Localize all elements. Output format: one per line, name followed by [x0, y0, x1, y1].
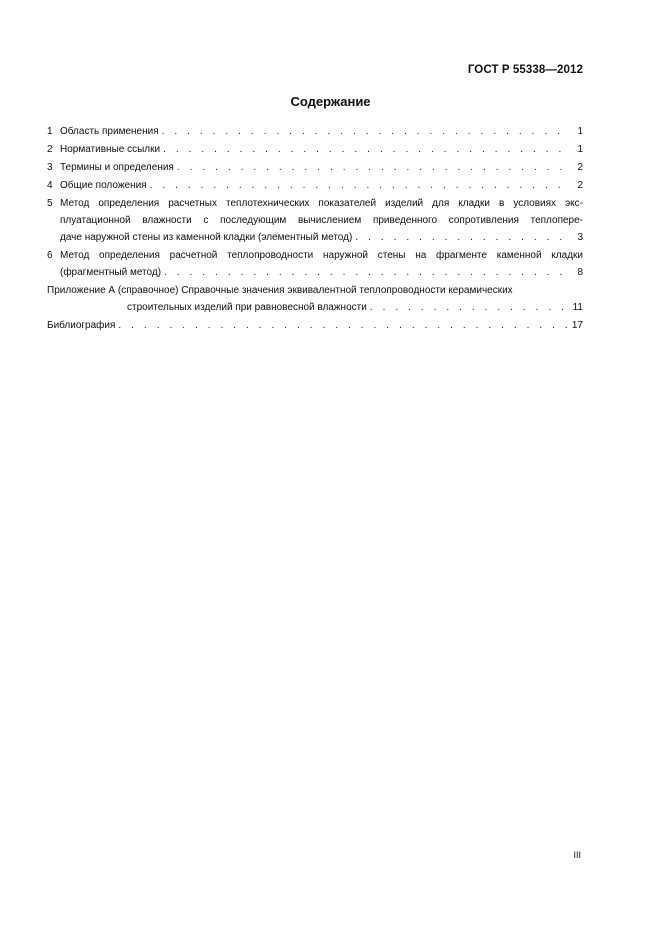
toc-entry-page: 1 — [577, 144, 583, 155]
toc-entry-page: 3 — [577, 232, 583, 243]
dot-leader — [115, 317, 568, 334]
appendix-text: строительных изделий при равновесной влажности — [127, 302, 367, 313]
toc-appendix-a[interactable] — [47, 282, 583, 316]
appendix-last-line — [47, 299, 583, 316]
dot-leader — [367, 299, 570, 316]
toc-entry-body — [60, 141, 583, 158]
appendix-title-line: Приложение А (справочное) Справочные значения эквивалентной теплопроводности керамических — [47, 285, 513, 296]
toc-entry-page: 2 — [577, 162, 583, 173]
toc-entry-number: 1 — [47, 126, 53, 137]
toc-entry-text: Область применения — [60, 126, 159, 137]
toc-entry-1[interactable] — [47, 123, 583, 140]
dot-leader — [147, 177, 570, 194]
toc-entry-text: Термины и определения — [60, 162, 174, 173]
toc-entry-number: 6 — [47, 250, 53, 261]
toc-entry-body — [60, 177, 583, 194]
dot-leader — [160, 141, 570, 158]
document-code: ГОСТ Р 55338—2012 — [467, 64, 583, 76]
toc-entry-number: 3 — [47, 162, 53, 173]
toc-entry-text: даче наружной стены из каменной кладки (элементный метод) — [60, 232, 353, 243]
toc-entry-number: 2 — [47, 144, 53, 155]
toc-entry-body — [60, 247, 583, 281]
dot-leader — [352, 229, 570, 246]
bibliography-label: Библиография — [47, 320, 116, 331]
toc-entry-page: 2 — [577, 180, 583, 191]
dot-leader — [174, 159, 570, 176]
toc-entry-last-line — [60, 141, 583, 158]
toc-entry-page: 8 — [577, 267, 583, 278]
toc-entry-text: (фрагментный метод) — [60, 267, 162, 278]
toc-entry-last-line — [60, 159, 583, 176]
appendix-page: 11 — [572, 302, 583, 313]
toc-entry-body — [60, 123, 583, 140]
toc-entry-6[interactable] — [47, 247, 583, 281]
toc-entry-5[interactable] — [47, 195, 583, 246]
bibliography-page: 17 — [571, 320, 583, 331]
toc-entry-last-line — [60, 264, 583, 281]
toc-entry-3[interactable] — [47, 159, 583, 176]
toc-entry-number: 4 — [47, 180, 53, 191]
toc-entry-2[interactable] — [47, 141, 583, 158]
page-number: III — [573, 850, 581, 860]
toc-entry-text: Общие положения — [60, 180, 147, 191]
toc-entry-line: плуатационной влажности с последующим вычислением приведенного сопротивления теплопере- — [60, 215, 583, 226]
toc-entry-number: 5 — [47, 198, 53, 209]
toc-entry-last-line — [60, 229, 583, 246]
toc-entry-line: Метод определения расчетных теплотехнических показателей изделий для кладки в условиях экс- — [60, 198, 583, 209]
toc-bibliography[interactable] — [47, 317, 583, 334]
toc-entry-body — [60, 159, 583, 176]
table-of-contents — [47, 123, 583, 334]
toc-entry-last-line — [60, 177, 583, 194]
toc-title: Содержание — [290, 94, 371, 109]
toc-entry-page: 1 — [577, 126, 583, 137]
toc-entry-body — [60, 195, 583, 246]
toc-entry-line: Метод определения расчетной теплопроводности наружной стены на фрагменте каменной кладки — [60, 250, 583, 261]
dot-leader — [159, 123, 570, 140]
toc-entry-last-line — [60, 123, 583, 140]
toc-entry-4[interactable] — [47, 177, 583, 194]
toc-entry-text: Нормативные ссылки — [60, 144, 161, 155]
dot-leader — [161, 264, 570, 281]
